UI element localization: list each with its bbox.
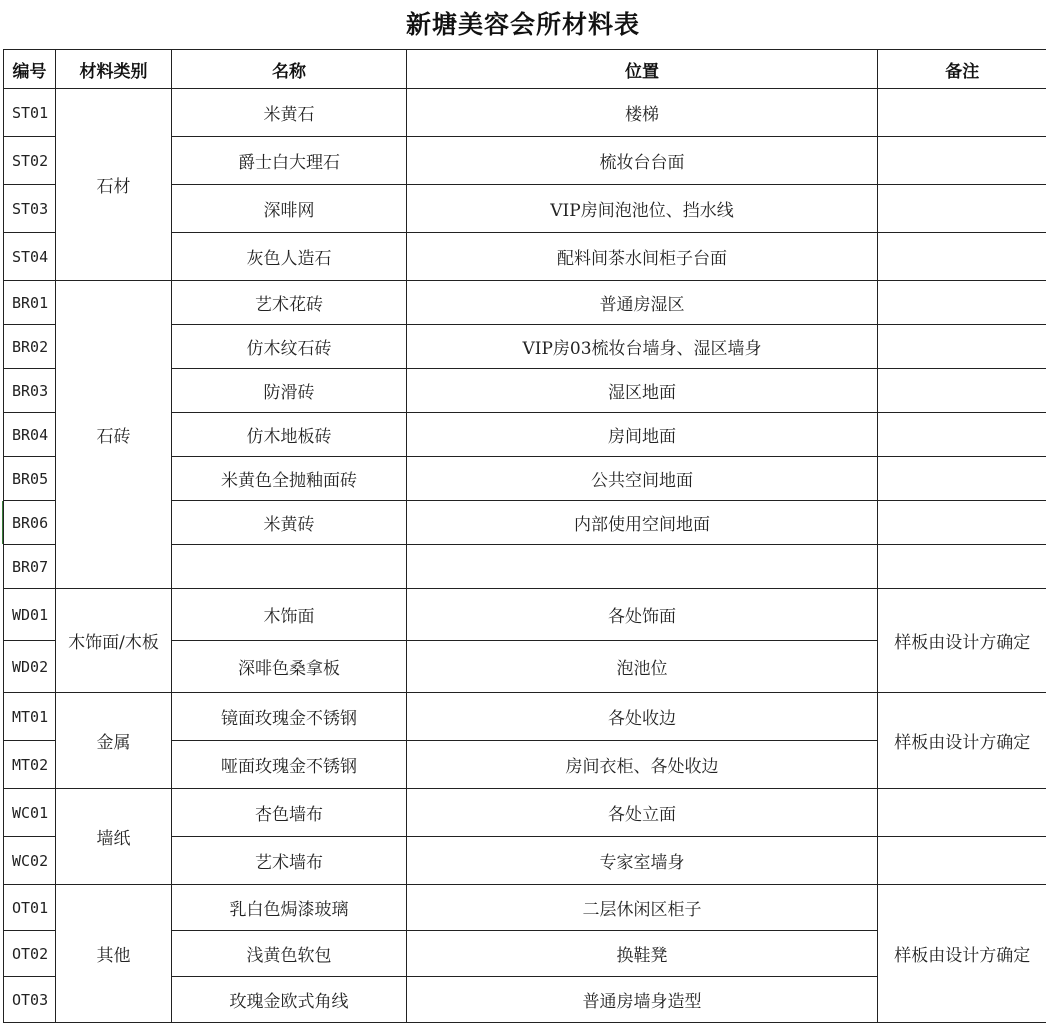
header-row <box>4 50 1046 89</box>
cell-code[interactable]: ST03 <box>4 185 56 233</box>
cell-remark[interactable] <box>878 369 1046 413</box>
cell-location[interactable]: 泡池位 <box>407 641 878 693</box>
cell-location[interactable]: 二层休闲区柜子 <box>407 885 878 931</box>
cell-code[interactable]: BR07 <box>4 545 56 589</box>
header-location[interactable]: 位置 <box>407 50 878 89</box>
cell-name[interactable] <box>172 545 407 589</box>
cell-code[interactable]: MT02 <box>4 741 56 789</box>
cell-name[interactable]: 米黄砖 <box>172 501 407 545</box>
cell-name[interactable]: 浅黄色软包 <box>172 931 407 977</box>
cell-code[interactable]: WC02 <box>4 837 56 885</box>
cell-code[interactable]: BR01 <box>4 281 56 325</box>
cell-name[interactable]: 玫瑰金欧式角线 <box>172 977 407 1023</box>
cell-name[interactable]: 仿木纹石砖 <box>172 325 407 369</box>
cell-category-wallpaper[interactable]: 墙纸 <box>56 789 172 885</box>
cell-remark[interactable] <box>878 185 1046 233</box>
cell-remark[interactable] <box>878 501 1046 545</box>
cell-name[interactable]: 深啡网 <box>172 185 407 233</box>
header-remark[interactable]: 备注 <box>878 50 1046 89</box>
cell-code[interactable]: BR04 <box>4 413 56 457</box>
cell-remark[interactable] <box>878 457 1046 501</box>
cell-code[interactable]: ST04 <box>4 233 56 281</box>
cell-code[interactable]: ST01 <box>4 89 56 137</box>
table-row <box>4 89 1046 137</box>
cell-code[interactable]: WD02 <box>4 641 56 693</box>
table-row <box>4 789 1046 837</box>
cell-code[interactable]: MT01 <box>4 693 56 741</box>
cell-category-other[interactable]: 其他 <box>56 885 172 1023</box>
cell-location[interactable]: 专家室墙身 <box>407 837 878 885</box>
cell-location[interactable] <box>407 545 878 589</box>
cell-remark[interactable] <box>878 837 1046 885</box>
cell-remark-metal[interactable]: 样板由设计方确定 <box>878 693 1046 789</box>
cell-location[interactable]: VIP房间泡池位、挡水线 <box>407 185 878 233</box>
cell-location[interactable]: 各处收边 <box>407 693 878 741</box>
cell-remark[interactable] <box>878 413 1046 457</box>
cell-remark[interactable] <box>878 325 1046 369</box>
cell-location[interactable]: 湿区地面 <box>407 369 878 413</box>
header-category[interactable]: 材料类别 <box>56 50 172 89</box>
cell-location[interactable]: 内部使用空间地面 <box>407 501 878 545</box>
cell-name[interactable]: 木饰面 <box>172 589 407 641</box>
cell-location[interactable]: 公共空间地面 <box>407 457 878 501</box>
cell-location[interactable]: VIP房03梳妆台墙身、湿区墙身 <box>407 325 878 369</box>
cell-location[interactable]: 房间地面 <box>407 413 878 457</box>
cell-code[interactable]: OT01 <box>4 885 56 931</box>
cell-location[interactable]: 普通房湿区 <box>407 281 878 325</box>
cell-name[interactable]: 艺术花砖 <box>172 281 407 325</box>
cell-category-metal[interactable]: 金属 <box>56 693 172 789</box>
cell-name[interactable]: 哑面玫瑰金不锈钢 <box>172 741 407 789</box>
cell-code[interactable]: OT03 <box>4 977 56 1023</box>
table-row <box>4 885 1046 931</box>
cell-code[interactable]: BR06 <box>4 501 56 545</box>
cell-name[interactable]: 米黄色全抛釉面砖 <box>172 457 407 501</box>
page-title: 新塘美容会所材料表 <box>0 0 1046 50</box>
cell-code[interactable]: BR02 <box>4 325 56 369</box>
cell-code[interactable]: BR05 <box>4 457 56 501</box>
cell-code[interactable]: BR03 <box>4 369 56 413</box>
cell-category-tile[interactable]: 石砖 <box>56 281 172 589</box>
cell-category-stone[interactable]: 石材 <box>56 89 172 281</box>
cell-location[interactable]: 梳妆台台面 <box>407 137 878 185</box>
cell-category-wood[interactable]: 木饰面/木板 <box>56 589 172 693</box>
cell-name[interactable]: 杏色墙布 <box>172 789 407 837</box>
cell-name[interactable]: 深啡色桑拿板 <box>172 641 407 693</box>
cell-location[interactable]: 各处立面 <box>407 789 878 837</box>
cell-name[interactable]: 爵士白大理石 <box>172 137 407 185</box>
header-code[interactable]: 编号 <box>4 50 56 89</box>
cell-name[interactable]: 米黄石 <box>172 89 407 137</box>
cell-location[interactable]: 楼梯 <box>407 89 878 137</box>
cell-remark[interactable] <box>878 137 1046 185</box>
materials-table <box>3 49 1046 1023</box>
cell-remark[interactable] <box>878 281 1046 325</box>
cell-location[interactable]: 房间衣柜、各处收边 <box>407 741 878 789</box>
cell-remark[interactable] <box>878 545 1046 589</box>
cell-name[interactable]: 乳白色焗漆玻璃 <box>172 885 407 931</box>
cell-remark[interactable] <box>878 89 1046 137</box>
table-row <box>4 589 1046 641</box>
cell-name[interactable]: 镜面玫瑰金不锈钢 <box>172 693 407 741</box>
cell-name[interactable]: 艺术墙布 <box>172 837 407 885</box>
cell-name[interactable]: 防滑砖 <box>172 369 407 413</box>
cell-location[interactable]: 各处饰面 <box>407 589 878 641</box>
cell-location[interactable]: 普通房墙身造型 <box>407 977 878 1023</box>
cell-code[interactable]: WC01 <box>4 789 56 837</box>
cell-remark-wood[interactable]: 样板由设计方确定 <box>878 589 1046 693</box>
header-name[interactable]: 名称 <box>172 50 407 89</box>
table-row <box>4 281 1046 325</box>
cell-remark-other[interactable]: 样板由设计方确定 <box>878 885 1046 1023</box>
cell-remark[interactable] <box>878 789 1046 837</box>
cell-remark[interactable] <box>878 233 1046 281</box>
cell-name[interactable]: 仿木地板砖 <box>172 413 407 457</box>
cell-code[interactable]: OT02 <box>4 931 56 977</box>
cell-name[interactable]: 灰色人造石 <box>172 233 407 281</box>
cell-code[interactable]: WD01 <box>4 589 56 641</box>
cell-code[interactable]: ST02 <box>4 137 56 185</box>
cell-location[interactable]: 配料间茶水间柜子台面 <box>407 233 878 281</box>
cell-location[interactable]: 换鞋凳 <box>407 931 878 977</box>
table-row <box>4 693 1046 741</box>
